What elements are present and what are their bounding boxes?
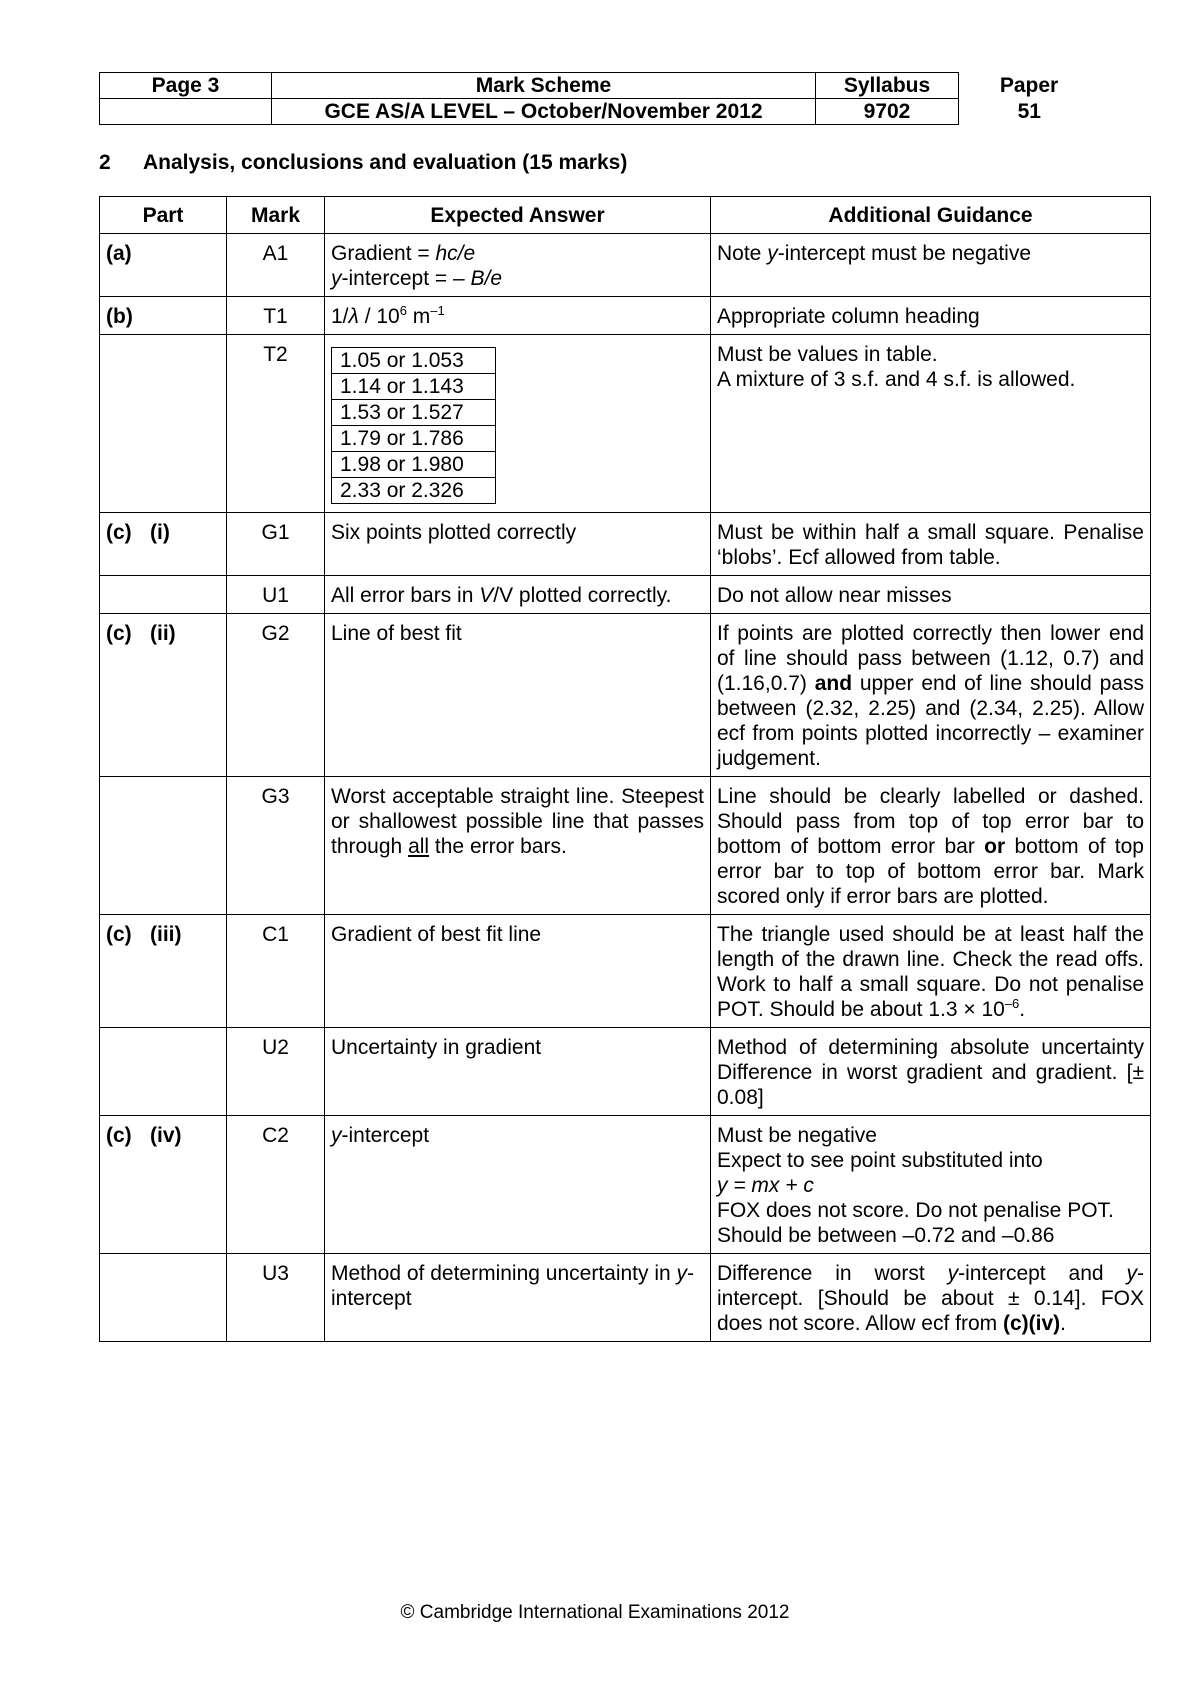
answer-cell: Method of determining uncertainty in y-intercept [325, 1254, 711, 1342]
answer-cell: Gradient of best fit line [325, 915, 711, 1028]
answer-cell: Six points plotted correctly [325, 513, 711, 576]
part-cell: (c) (iv) [100, 1116, 227, 1254]
guidance-cell: Must be values in table. A mixture of 3 s.f. and 4 s.f. is allowed. [711, 335, 1151, 513]
header-expected-answer: Expected Answer [325, 197, 711, 234]
header-table [99, 72, 1100, 125]
header-empty-cell [100, 99, 272, 125]
mark-cell: U2 [227, 1028, 325, 1116]
mark-cell: G1 [227, 513, 325, 576]
syllabus-label: Syllabus [816, 73, 959, 99]
table-row [100, 576, 1151, 614]
answer-cell: y-intercept [325, 1116, 711, 1254]
guidance-cell: Method of determining absolute uncertainty Difference in worst gradient and gradient. [± 0.08] [711, 1028, 1151, 1116]
section-number: 2 [99, 151, 111, 174]
mark-cell: U3 [227, 1254, 325, 1342]
part-cell [100, 1254, 227, 1342]
table-row [100, 1116, 1151, 1254]
value-cell: 1.14 or 1.143 [332, 374, 496, 400]
guidance-cell: Appropriate column heading [711, 297, 1151, 335]
paper-label: Paper [999, 74, 1059, 97]
mark-cell: C1 [227, 915, 325, 1028]
table-row [100, 297, 1151, 335]
mark-cell: G2 [227, 614, 325, 777]
part-cell: (c) (iii) [100, 915, 227, 1028]
guidance-cell: Must be within half a small square. Penalise ‘blobs’. Ecf allowed from table. [711, 513, 1151, 576]
section-heading [99, 150, 627, 175]
part-cell: (c) (i) [100, 513, 227, 576]
section-title: Analysis, conclusions and evaluation (15 marks) [143, 151, 628, 174]
header-mark: Mark [227, 197, 325, 234]
table-row [100, 1254, 1151, 1342]
value-cell: 2.33 or 2.326 [332, 478, 496, 504]
mark-scheme-label: Mark Scheme [272, 73, 816, 99]
part-cell: (c) (ii) [100, 614, 227, 777]
mark-cell: C2 [227, 1116, 325, 1254]
mark-cell: T2 [227, 335, 325, 513]
header-additional-guidance: Additional Guidance [711, 197, 1151, 234]
value-cell: 1.53 or 1.527 [332, 400, 496, 426]
table-row [100, 614, 1151, 777]
answer-cell: Gradient = hc/e y-intercept = – B/e [325, 234, 711, 297]
table-row [100, 915, 1151, 1028]
guidance-cell: Do not allow near misses [711, 576, 1151, 614]
part-cell: (a) [100, 234, 227, 297]
answer-cell: Worst acceptable straight line. Steepest or shallowest possible line that passes through all the error bars. [325, 777, 711, 915]
part-cell [100, 576, 227, 614]
value-cell: 1.05 or 1.053 [332, 348, 496, 374]
value-cell: 1.98 or 1.980 [332, 452, 496, 478]
table-row [100, 234, 1151, 297]
guidance-cell: Note y-intercept must be negative [711, 234, 1151, 297]
copyright-footer: © Cambridge International Examinations 2012 [400, 1602, 790, 1623]
answer-cell: Uncertainty in gradient [325, 1028, 711, 1116]
mark-cell: G3 [227, 777, 325, 915]
guidance-cell: If points are plotted correctly then lower end of line should pass between (1.12, 0.7) and (1.16,0.7) and upper end of line should pass between (2.32, 2.25) and (2.34, 2.25). Allow ecf from points plotted incorrectly – examiner judgement. [711, 614, 1151, 777]
guidance-cell: Must be negative Expect to see point substituted into y = mx + c FOX does not score. Do not penalise POT. Should be between –0.72 and –0.86 [711, 1116, 1151, 1254]
header-part: Part [100, 197, 227, 234]
value-list-table [331, 347, 496, 504]
mark-scheme-table [99, 196, 1151, 1342]
answer-cell: Line of best fit [325, 614, 711, 777]
guidance-cell: The triangle used should be at least half the length of the drawn line. Check the read offs. Work to half a small square. Do not penalise POT. Should be about $1.3 \times 10^{-6}$. [711, 915, 1151, 1028]
part-cell: (b) [100, 297, 227, 335]
syllabus-code: 9702 [816, 99, 959, 125]
answer-cell: $1/\lambda / 10^6$ $m^{-1}$ [325, 297, 711, 335]
table-row [100, 777, 1151, 915]
table-row [100, 1028, 1151, 1116]
paper-number: 51 [1017, 100, 1041, 123]
table-header-row [100, 197, 1151, 234]
exam-title: GCE AS/A LEVEL – October/November 2012 [272, 99, 816, 125]
table-row [100, 335, 1151, 513]
answer-cell: All error bars in V/V plotted correctly. [325, 576, 711, 614]
mark-cell: T1 [227, 297, 325, 335]
mark-cell: U1 [227, 576, 325, 614]
guidance-cell: Difference in worst y-intercept and y-intercept. [Should be about ± 0.14]. FOX does not score. Allow ecf from (c)(iv). [711, 1254, 1151, 1342]
guidance-cell: Line should be clearly labelled or dashed. Should pass from top of top error bar to bottom of bottom error bar or bottom of top error bar to top of bottom error bar. Mark scored only if error bars are plotted. [711, 777, 1151, 915]
answer-cell [325, 335, 711, 513]
part-cell [100, 1028, 227, 1116]
mark-cell: A1 [227, 234, 325, 297]
page-label: Page 3 [100, 73, 272, 99]
part-cell [100, 335, 227, 513]
table-row [100, 513, 1151, 576]
value-cell: 1.79 or 1.786 [332, 426, 496, 452]
part-cell [100, 777, 227, 915]
